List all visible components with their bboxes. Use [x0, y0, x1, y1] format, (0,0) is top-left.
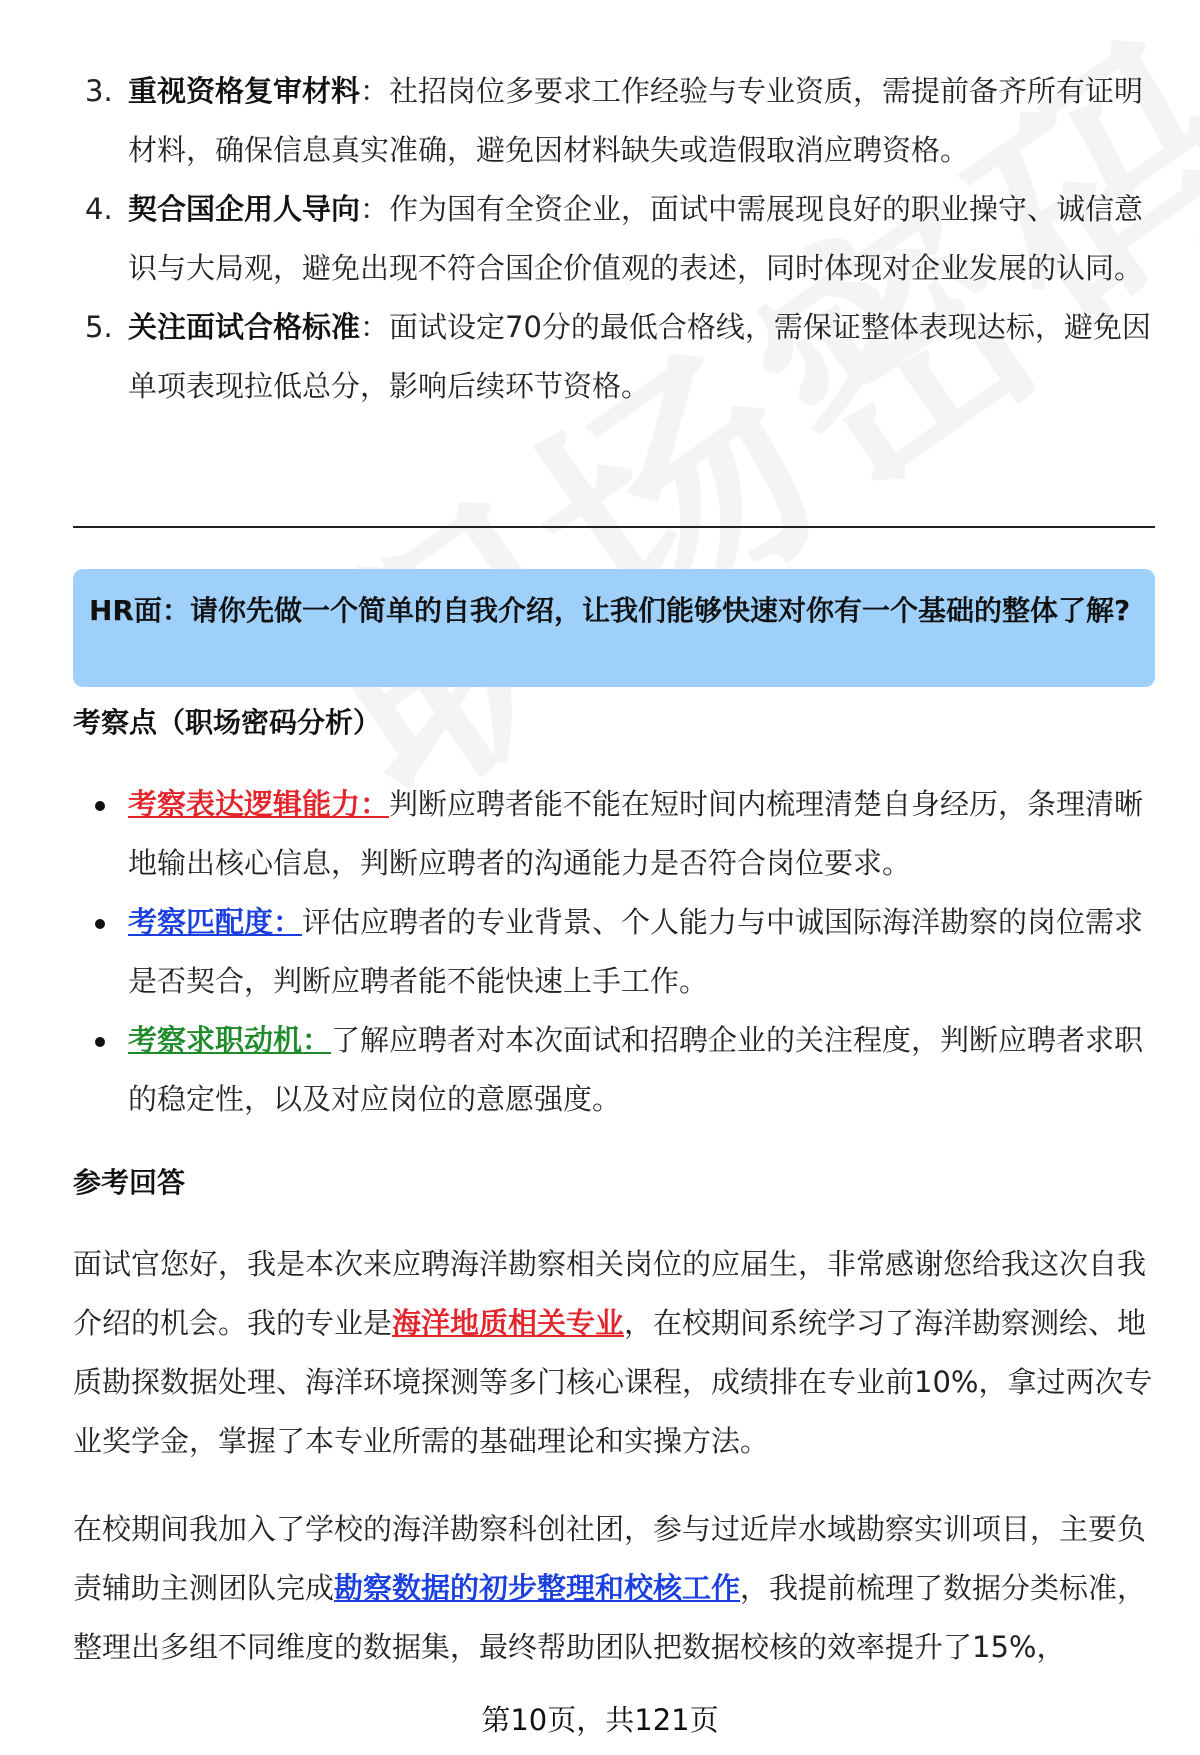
point-label: 考察匹配度：: [128, 905, 303, 939]
bullet-icon: [95, 1037, 105, 1047]
paragraph-text: 在校期间我加入了学校的海洋勘察科创社团，参与过近岸水域勘察实训项目，主要负责辅助主测团队完成: [73, 1512, 1147, 1605]
question-text: HR面：请你先做一个简单的自我介绍，让我们能够快速对你有一个基础的整体了解?: [89, 594, 1131, 627]
paragraph-text: 面试官您好，我是本次来应聘海洋勘察相关岗位的应届生，非常感谢您给我这次自我介绍的机会。我的专业是: [73, 1247, 1147, 1340]
list-number: 5.: [85, 310, 113, 344]
point-label: 考察表达逻辑能力：: [128, 787, 390, 821]
point-text: 了解应聘者对本次面试和招聘企业的关注程度，判断应聘者求职的稳定性，以及对应岗位的意愿强度。: [128, 1023, 1144, 1116]
section-divider: [73, 526, 1155, 528]
list-item-text: ：社招岗位多要求工作经验与专业资质，需提前备齐所有证明材料，确保信息真实准确，避免因材料缺失或造假取消应聘资格。: [128, 74, 1144, 167]
numbered-list: [73, 62, 1155, 416]
paragraph-text: ，在校期间系统学习了海洋勘察测绘、地质勘探数据处理、海洋环境探测等多门核心课程，成绩排在专业前10%，拿过两次专业奖学金，掌握了本专业所需的基础理论和实操方法。: [73, 1306, 1153, 1458]
bullet-icon: [95, 919, 105, 929]
highlight-text: 海洋地质相关专业: [392, 1306, 625, 1340]
list-item-title: 契合国企用人导向: [128, 192, 361, 226]
list-item: [73, 62, 1155, 180]
points-list: [73, 775, 1155, 1129]
list-item-title: 重视资格复审材料: [128, 74, 361, 108]
list-item-text: ：作为国有全资企业，面试中需展现良好的职业操守、诚信意识与大局观，避免出现不符合国企价值观的表述，同时体现对企业发展的认同。: [128, 192, 1144, 285]
highlight-text: 勘察数据的初步整理和校核工作: [334, 1571, 741, 1605]
list-number: 3.: [85, 74, 113, 108]
list-number: 4.: [85, 192, 113, 226]
list-item-text: ：面试设定70分的最低合格线，需保证整体表现达标，避免因单项表现拉低总分，影响后续环节资格。: [128, 310, 1151, 403]
answer-paragraph: [73, 1235, 1155, 1471]
point-text: 评估应聘者的专业背景、个人能力与中诚国际海洋勘察的岗位需求是否契合，判断应聘者能不能快速上手工作。: [128, 905, 1144, 998]
answer-paragraph: [73, 1500, 1155, 1677]
list-item: [73, 775, 1155, 893]
page-number: 第10页，共121页: [481, 1703, 719, 1737]
list-item: [73, 1011, 1155, 1129]
list-item: [73, 180, 1155, 298]
paragraph-text: ，我提前梳理了数据分类标准，整理出多组不同维度的数据集，最终帮助团队把数据校核的效率提升了15%，: [73, 1571, 1147, 1664]
question-box: [73, 569, 1155, 687]
bullet-icon: [95, 801, 105, 811]
list-item-title: 关注面试合格标准: [128, 310, 361, 344]
point-label: 考察求职动机：: [128, 1023, 332, 1057]
list-item: [73, 893, 1155, 1011]
point-text: 判断应聘者能不能在短时间内梳理清楚自身经历，条理清晰地输出核心信息，判断应聘者的沟通能力是否符合岗位要求。: [128, 787, 1144, 880]
answer-heading: 参考回答: [73, 1166, 186, 1199]
list-item: [73, 298, 1155, 416]
points-heading: 考察点（职场密码分析）: [73, 706, 382, 739]
